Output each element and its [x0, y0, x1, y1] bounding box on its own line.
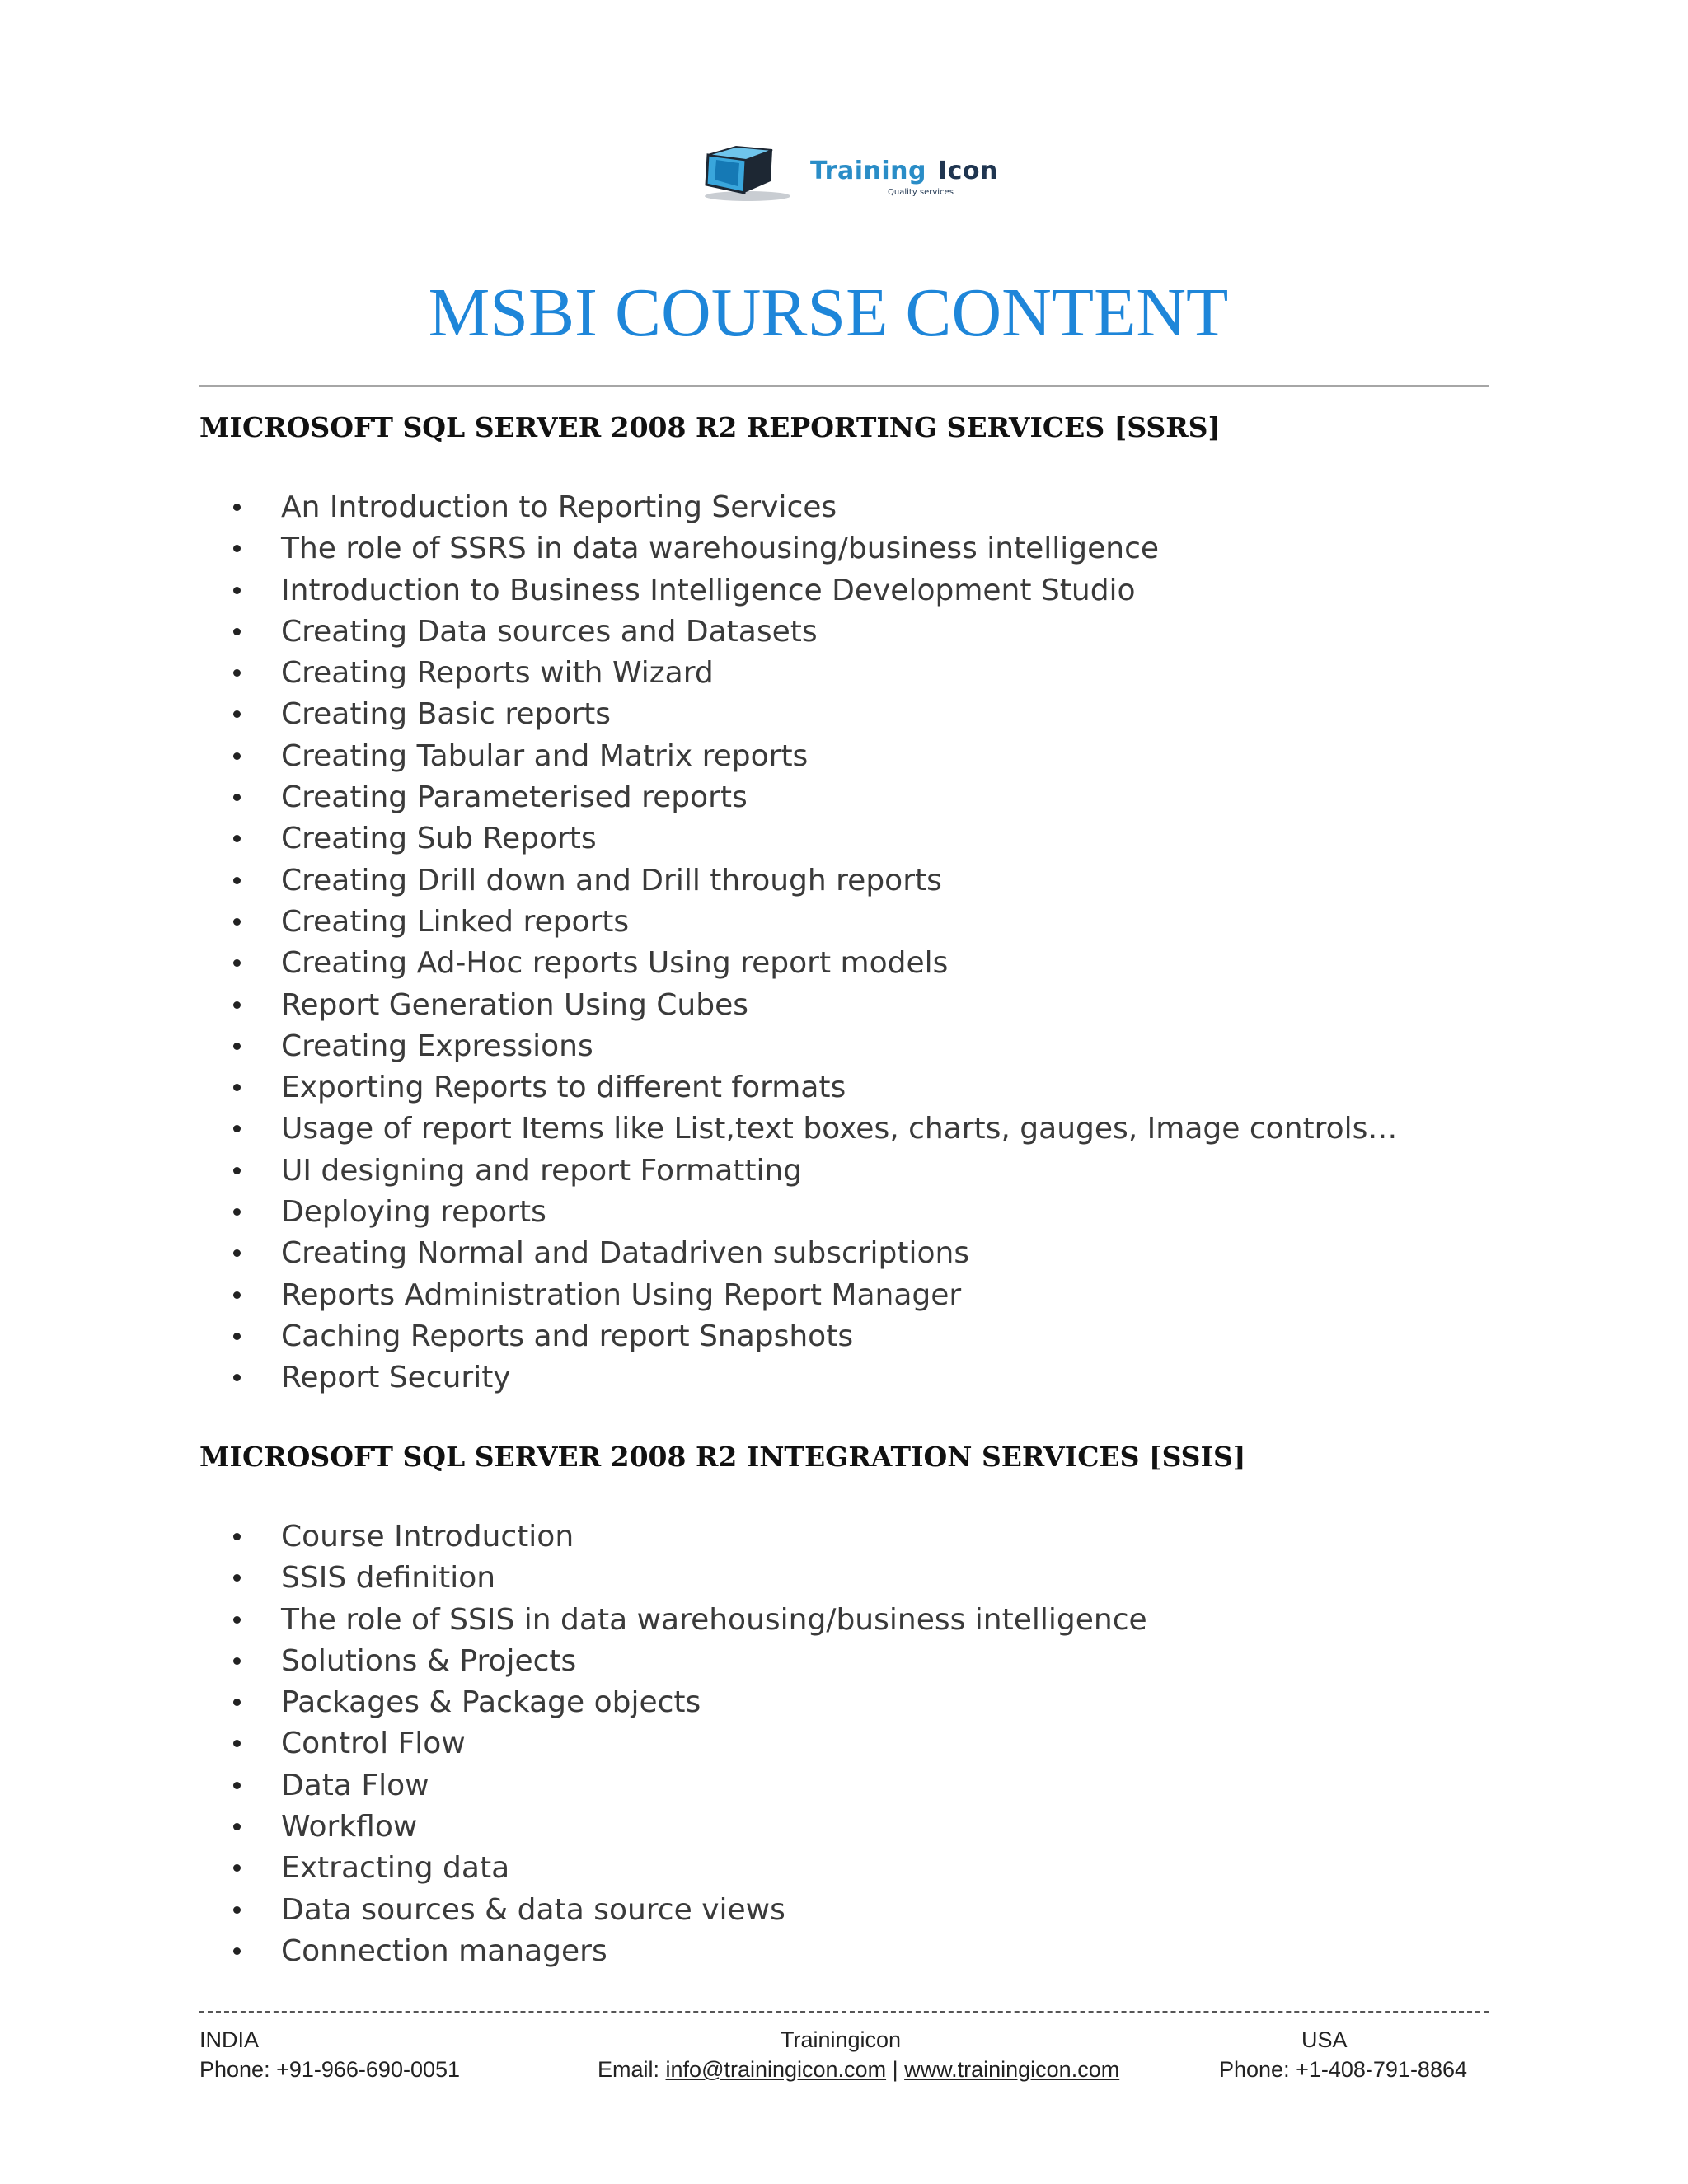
- list-item-text: Creating Parameterised reports: [281, 780, 748, 815]
- bullet-icon: [233, 918, 241, 926]
- footer-left-country: INDIA: [199, 2027, 260, 2052]
- bullet-icon: [233, 669, 241, 677]
- list-item-text: An Introduction to Reporting Services: [281, 490, 837, 524]
- list-item-text: Report Security: [281, 1361, 511, 1395]
- bullet-icon: [233, 1699, 241, 1706]
- list-item-text: Creating Data sources and Datasets: [281, 614, 818, 649]
- list-item-text: Solutions & Projects: [281, 1643, 577, 1678]
- section-heading-ssis: MICROSOFT SQL SERVER 2008 R2 INTEGRATION SERVICES [SSIS]: [199, 1441, 1246, 1473]
- bullet-icon: [233, 1740, 241, 1747]
- bullet-icon: [233, 835, 241, 842]
- bullet-icon: [233, 1782, 241, 1789]
- bullet-icon: [233, 1657, 241, 1665]
- page-title: MSBI COURSE CONTENT: [428, 274, 1229, 351]
- list-item-text: Exporting Reports to different formats: [281, 1071, 846, 1105]
- bullet-icon: [233, 1249, 241, 1257]
- bullet-icon: [233, 1043, 241, 1050]
- list-item-text: Creating Reports with Wizard: [281, 656, 714, 691]
- footer-email-link[interactable]: info@trainingicon.com: [665, 2057, 887, 2082]
- bullet-icon: [233, 1947, 241, 1955]
- bullet-icon: [233, 1125, 241, 1132]
- bullet-icon: [233, 959, 241, 967]
- list-item-text: Creating Ad-Hoc reports Using report models: [281, 946, 949, 981]
- cube-logo-icon: [696, 142, 804, 208]
- logo-wordmark: Training Icon: [810, 157, 998, 185]
- list-item-text: Creating Normal and Datadriven subscriptions: [281, 1236, 970, 1271]
- footer-center-name: Trainingicon: [781, 2027, 902, 2052]
- list-item-text: Creating Sub Reports: [281, 822, 597, 856]
- list-item-text: Report Generation Using Cubes: [281, 987, 748, 1022]
- footer-divider: [199, 2011, 1489, 2013]
- bullet-icon: [233, 1574, 241, 1582]
- bullet-icon: [233, 1291, 241, 1299]
- list-item-text: Caching Reports and report Snapshots: [281, 1319, 854, 1353]
- bullet-icon: [233, 545, 241, 552]
- footer-right-phone: Phone: +1-408-791-8864: [1219, 2057, 1467, 2082]
- list-item-text: Workflow: [281, 1810, 418, 1844]
- footer-right-country: USA: [1301, 2027, 1348, 2052]
- logo-tagline: Quality services: [888, 188, 954, 197]
- list-item-text: The role of SSRS in data warehousing/business intelligence: [281, 532, 1160, 566]
- bullet-icon: [233, 628, 241, 635]
- bullet-icon: [233, 1533, 241, 1540]
- list-item-text: Creating Expressions: [281, 1029, 593, 1063]
- bullet-icon: [233, 1167, 241, 1174]
- footer-website-link[interactable]: www.trainingicon.com: [904, 2057, 1120, 2082]
- bullet-icon: [233, 587, 241, 594]
- bullet-icon: [233, 1374, 241, 1381]
- list-item-text: The role of SSIS in data warehousing/business intelligence: [281, 1602, 1147, 1637]
- list-item-text: Data sources & data source views: [281, 1892, 785, 1927]
- list-item-text: Usage of report Items like List,text boxes, charts, gauges, Image controls…: [281, 1112, 1398, 1146]
- list-item-text: Deploying reports: [281, 1195, 546, 1230]
- section-heading-ssrs: MICROSOFT SQL SERVER 2008 R2 REPORTING SERVICES [SSRS]: [199, 411, 1221, 443]
- bullet-icon: [233, 1823, 241, 1830]
- bullet-icon: [233, 794, 241, 801]
- list-item-text: Introduction to Business Intelligence Development Studio: [281, 573, 1136, 607]
- list-item-text: Data Flow: [281, 1768, 429, 1802]
- list-item-text: Creating Drill down and Drill through reports: [281, 863, 942, 898]
- list-item-text: SSIS definition: [281, 1561, 496, 1596]
- title-divider: [199, 385, 1489, 387]
- bullet-icon: [233, 752, 241, 760]
- list-item-text: Control Flow: [281, 1727, 466, 1761]
- list-item-text: Connection managers: [281, 1933, 607, 1968]
- list-item-text: UI designing and report Formatting: [281, 1153, 803, 1188]
- footer-left-phone: Phone: +91-966-690-0051: [199, 2057, 461, 2082]
- footer-center-contact: Email: info@trainingicon.com | www.trainingicon.com: [598, 2057, 1120, 2082]
- training-icon-logo: [696, 142, 998, 208]
- bullet-icon: [233, 1864, 241, 1872]
- bullet-icon: [233, 710, 241, 718]
- bullet-icon: [233, 1616, 241, 1624]
- bullet-icon: [233, 1906, 241, 1914]
- list-item-text: Creating Linked reports: [281, 904, 630, 939]
- list-item-text: Extracting data: [281, 1851, 510, 1886]
- list-item-text: Packages & Package objects: [281, 1685, 701, 1720]
- list-item-text: Creating Tabular and Matrix reports: [281, 738, 809, 773]
- list-item-text: Reports Administration Using Report Manager: [281, 1277, 962, 1312]
- list-item-text: Creating Basic reports: [281, 697, 612, 732]
- bullet-icon: [233, 1001, 241, 1009]
- bullet-icon: [233, 1084, 241, 1091]
- list-item-text: Course Introduction: [281, 1520, 574, 1554]
- bullet-icon: [233, 1333, 241, 1340]
- bullet-icon: [233, 877, 241, 884]
- bullet-icon: [233, 504, 241, 511]
- bullet-icon: [233, 1208, 241, 1216]
